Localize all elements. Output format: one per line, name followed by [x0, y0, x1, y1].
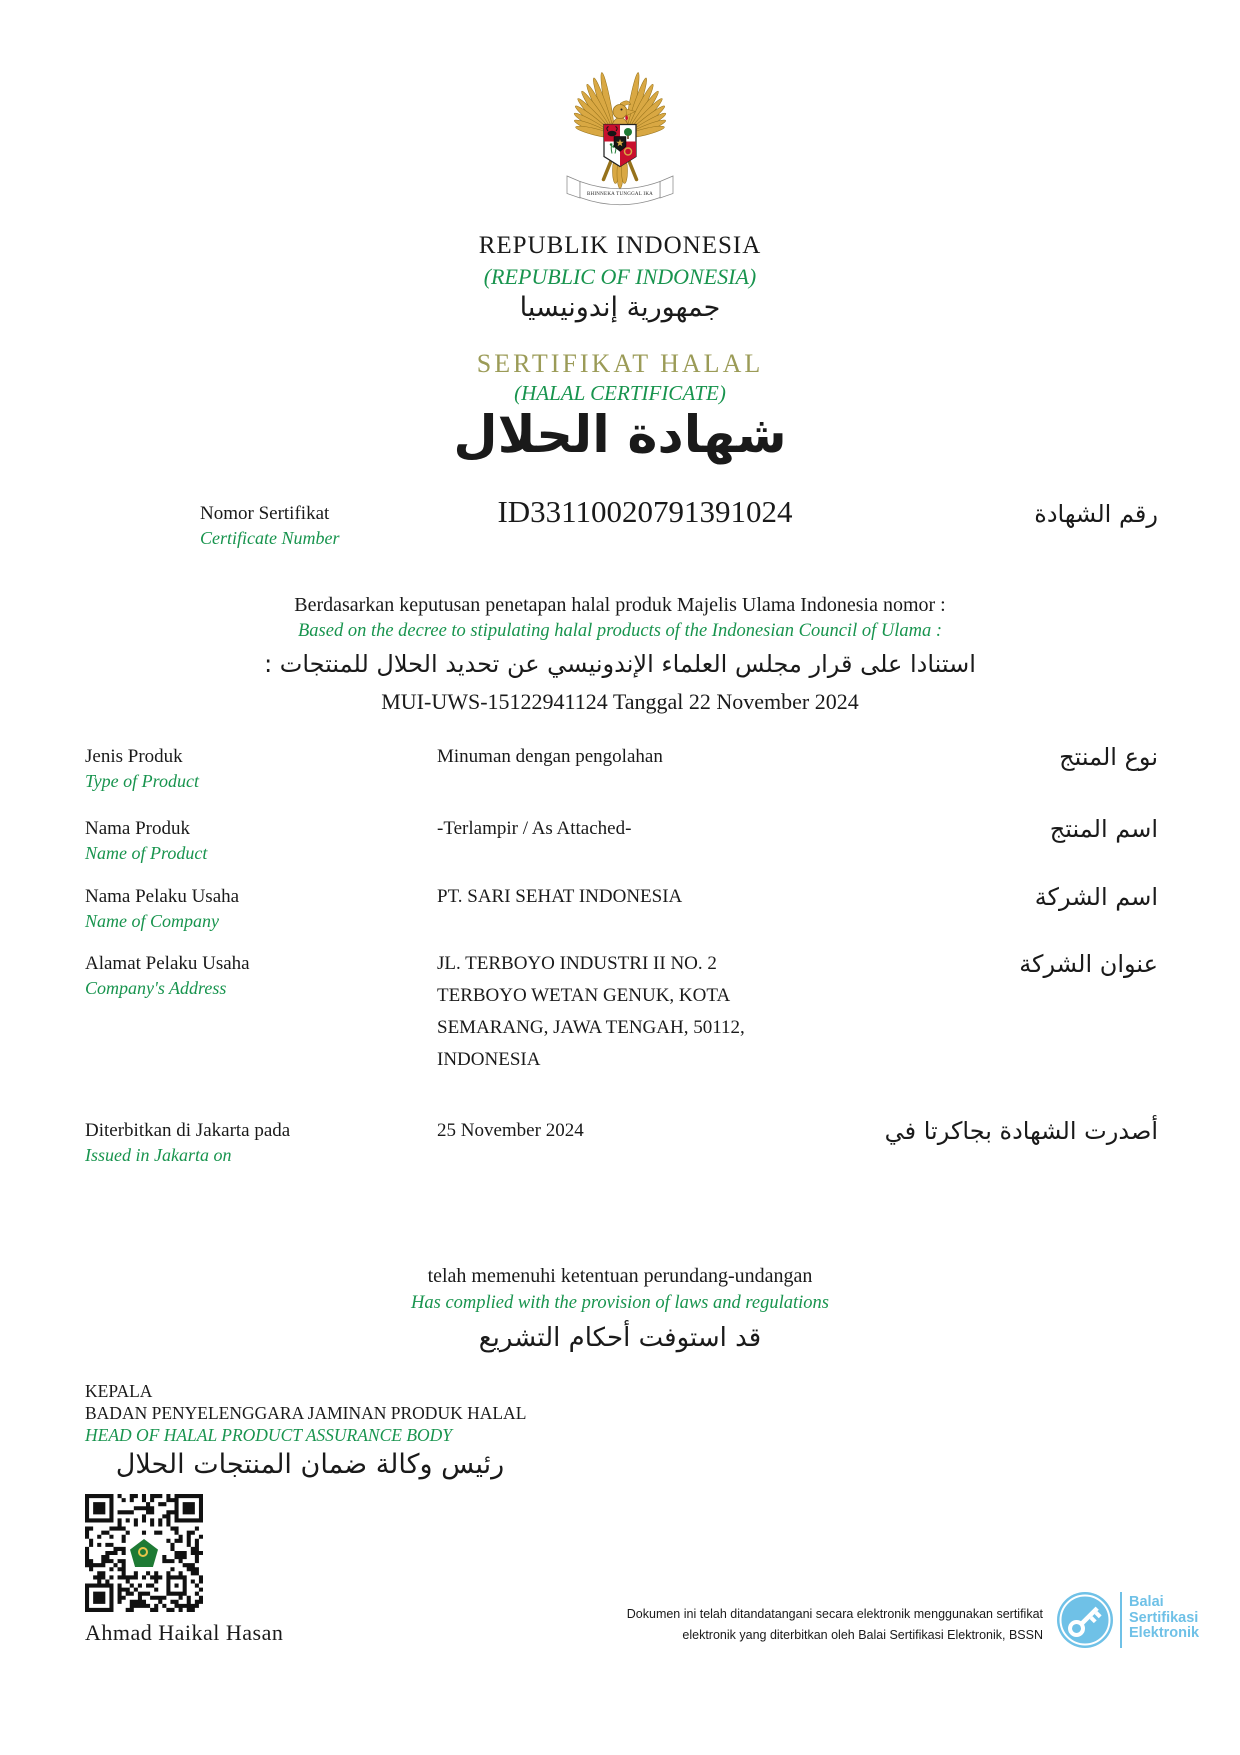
certificate-number-value: ID33110020791391024: [497, 494, 793, 529]
certificate-number-label-id: Nomor Sertifikat: [200, 503, 330, 524]
field-value: Minuman dengan pengolahan: [437, 746, 663, 767]
field-value: PT. SARI SEHAT INDONESIA: [437, 886, 683, 907]
certificate-number-label-en: Certificate Number: [200, 528, 340, 548]
decree-number: MUI-UWS-15122941124 Tanggal 22 November 2024: [381, 689, 859, 714]
field-label-en: Issued in Jakarta on: [85, 1145, 232, 1165]
field-value: JL. TERBOYO INDUSTRI II NO. 2 TERBOYO WETAN GENUK, KOTA SEMARANG, JAWA TENGAH, 50112, INDONESIA: [437, 953, 745, 1070]
field-label-arabic: اسم المنتج: [1049, 815, 1158, 843]
signatory-name: Ahmad Haikal Hasan: [85, 1620, 284, 1645]
field-value: -Terlampir / As Attached-: [437, 818, 632, 839]
field-value: 25 November 2024: [437, 1120, 584, 1141]
field-label-en: Company's Address: [85, 978, 227, 998]
certificate-number-label: [200, 501, 339, 551]
compliance-line-en: Has complied with the provision of laws and regulations: [411, 1293, 829, 1313]
decree-line-en: Based on the decree to stipulating halal products of the Indonesian Council of Ulama :: [298, 621, 942, 641]
field-label-id: Diterbitkan di Jakarta pada: [85, 1120, 291, 1141]
field-label-arabic: عنوان الشركة: [1019, 950, 1158, 978]
decree-block: [0, 592, 1240, 718]
country-name-english: (REPUBLIC OF INDONESIA): [483, 264, 757, 289]
certificate-number-label-arabic: رقم الشهادة: [1034, 500, 1158, 528]
field-label-en: Name of Product: [85, 843, 208, 863]
compliance-line-arabic: قد استوفت أحكام التشريع: [478, 1323, 762, 1353]
signatory-title-badan: BADAN PENYELENGGARA JAMINAN PRODUK HALAL: [85, 1403, 527, 1423]
signatory-title-arabic: رئيس وكالة ضمان المنتجات الحلال: [115, 1449, 505, 1480]
disclaimer-line-2: elektronik yang diterbitkan oleh Balai Sertifikasi Elektronik, BSSN: [682, 1628, 1043, 1642]
signatory-title-kepala: KEPALA: [85, 1381, 153, 1401]
garuda-pancasila-emblem: [545, 50, 695, 212]
certificate-title-english: (HALAL CERTIFICATE): [514, 381, 726, 405]
decree-line-arabic: استنادا على قرار مجلس العلماء الإندونيسي عن تحديد الحلال للمنتجات :: [264, 650, 976, 678]
compliance-line-id: telah memenuhi ketentuan perundang-undangan: [427, 1265, 813, 1287]
field-label-id: Nama Produk: [85, 818, 191, 839]
bsre-logo-text: Balai Sertifikasi Elektronik: [1129, 1594, 1200, 1641]
field-label-id: Nama Pelaku Usaha: [85, 886, 240, 907]
field-label-arabic: نوع المنتج: [1059, 743, 1158, 771]
country-name-arabic: جمهورية إندونيسيا: [519, 292, 721, 323]
field-label-en: Type of Product: [85, 771, 199, 791]
signatory-title-english: HEAD OF HALAL PRODUCT ASSURANCE BODY: [85, 1425, 453, 1445]
bsre-key-logo: [1056, 1591, 1114, 1649]
qr-code: [85, 1494, 203, 1612]
svg-text:BHINNEKA TUNGGAL IKA: BHINNEKA TUNGGAL IKA: [586, 192, 654, 197]
certificate-title: SERTIFIKAT HALAL: [476, 349, 764, 378]
country-name: REPUBLIK INDONESIA: [478, 232, 762, 259]
bsre-logo-divider: [1120, 1592, 1122, 1648]
compliance-block: [0, 1263, 1240, 1359]
disclaimer-line-1: Dokumen ini telah ditandatangani secara elektronik menggunakan sertifikat: [626, 1607, 1043, 1621]
signatory-title-block: [85, 1380, 526, 1446]
field-label-arabic: أصدرت الشهادة بجاكرتا في: [884, 1117, 1158, 1145]
field-label-id: Alamat Pelaku Usaha: [85, 953, 250, 974]
decree-line-id: Berdasarkan keputusan penetapan halal produk Majelis Ulama Indonesia nomor :: [294, 594, 946, 616]
field-label-id: Jenis Produk: [85, 746, 183, 767]
field-label-en: Name of Company: [85, 911, 219, 931]
field-label-arabic: اسم الشركة: [1034, 883, 1158, 911]
electronic-signature-disclaimer: [573, 1604, 1043, 1646]
certificate-title-arabic: شهادة الحلال: [453, 406, 787, 465]
